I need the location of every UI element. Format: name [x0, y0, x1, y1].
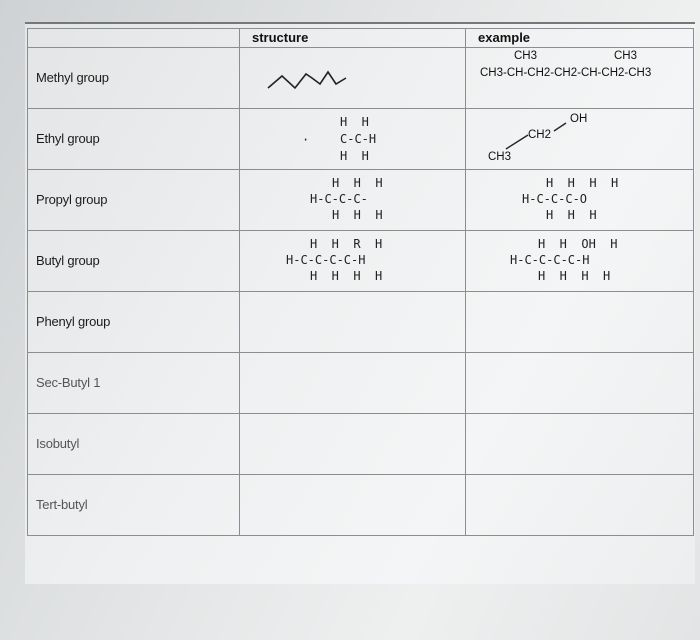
- example-cell: [466, 170, 694, 231]
- table-row: [28, 353, 694, 414]
- structure-cell: [240, 170, 466, 231]
- structure-dot: ·: [302, 133, 310, 147]
- example-cell: [466, 231, 694, 292]
- row-label: Propyl group: [36, 192, 108, 207]
- example-line-1: H H OH H: [538, 237, 618, 251]
- skeletal-structure-drawing: [240, 48, 466, 108]
- example-line-3: H H H H: [538, 269, 611, 283]
- row-label-cell: [28, 170, 240, 231]
- structure-cell: [240, 231, 466, 292]
- structure-line-1: H H: [340, 115, 369, 129]
- example-line-2: H-C-C-C-C-H: [510, 253, 590, 267]
- structure-cell: [240, 48, 466, 109]
- example-line-2: H-C-C-C-O: [522, 192, 588, 206]
- row-label-cell: [28, 292, 240, 353]
- structure-line-3: H H: [340, 149, 369, 163]
- row-label-cell: [28, 48, 240, 109]
- structure-line-2: H-C-C-C-: [310, 192, 368, 206]
- structure-line-3: H H H: [332, 208, 383, 222]
- structure-cell: [240, 475, 466, 536]
- structure-line-2: C-C-H: [340, 132, 377, 146]
- header-cell-example: [466, 29, 694, 48]
- header-cell-structure: [240, 29, 466, 48]
- example-cell: [466, 48, 694, 109]
- structure-header: structure: [252, 30, 309, 45]
- row-label: Ethyl group: [36, 131, 100, 146]
- structure-line-3: H H H H: [310, 269, 383, 283]
- table-row: [28, 414, 694, 475]
- structure-cell: [240, 353, 466, 414]
- table-row: [28, 48, 694, 109]
- example-line-3: H H H: [546, 208, 597, 222]
- row-label-cell: [28, 231, 240, 292]
- example-ch3-top-left: CH3: [514, 50, 538, 62]
- worksheet: [25, 22, 695, 584]
- header-cell-empty: [28, 29, 240, 48]
- row-label-cell: [28, 109, 240, 170]
- example-ch3: CH3: [488, 151, 512, 163]
- row-label-cell: [28, 353, 240, 414]
- example-cell: [466, 292, 694, 353]
- example-ch3-top-right: CH3: [614, 50, 638, 62]
- row-label: Isobutyl: [36, 436, 80, 451]
- table-row: [28, 231, 694, 292]
- example-header: example: [478, 30, 531, 45]
- table-row: [28, 109, 694, 170]
- row-label: Phenyl group: [36, 314, 111, 329]
- row-label-cell: [28, 414, 240, 475]
- row-label-cell: [28, 475, 240, 536]
- row-label: Butyl group: [36, 253, 100, 268]
- example-oh: OH: [570, 113, 588, 125]
- row-label: Tert-butyl: [36, 497, 88, 512]
- example-line-1: H H H H: [546, 176, 619, 190]
- table-row: [28, 170, 694, 231]
- example-cell: [466, 353, 694, 414]
- example-cell: [466, 109, 694, 170]
- table-row: [28, 475, 694, 536]
- table-row: [28, 292, 694, 353]
- functional-groups-table: [27, 28, 694, 536]
- structure-cell: [240, 109, 466, 170]
- header-row: [28, 29, 694, 48]
- example-ch2: CH2: [528, 129, 552, 141]
- structure-line-1: H H R H: [310, 237, 383, 251]
- example-cell: [466, 414, 694, 475]
- structure-line-1: H H H: [332, 176, 383, 190]
- row-label: Sec-Butyl 1: [36, 375, 101, 390]
- row-label: Methyl group: [36, 70, 109, 85]
- structure-cell: [240, 414, 466, 475]
- structure-cell: [240, 292, 466, 353]
- structure-line-2: H-C-C-C-C-H: [286, 253, 366, 267]
- example-cell: [466, 475, 694, 536]
- example-formula: CH3-CH-CH2-CH2-CH-CH2-CH3: [480, 67, 652, 79]
